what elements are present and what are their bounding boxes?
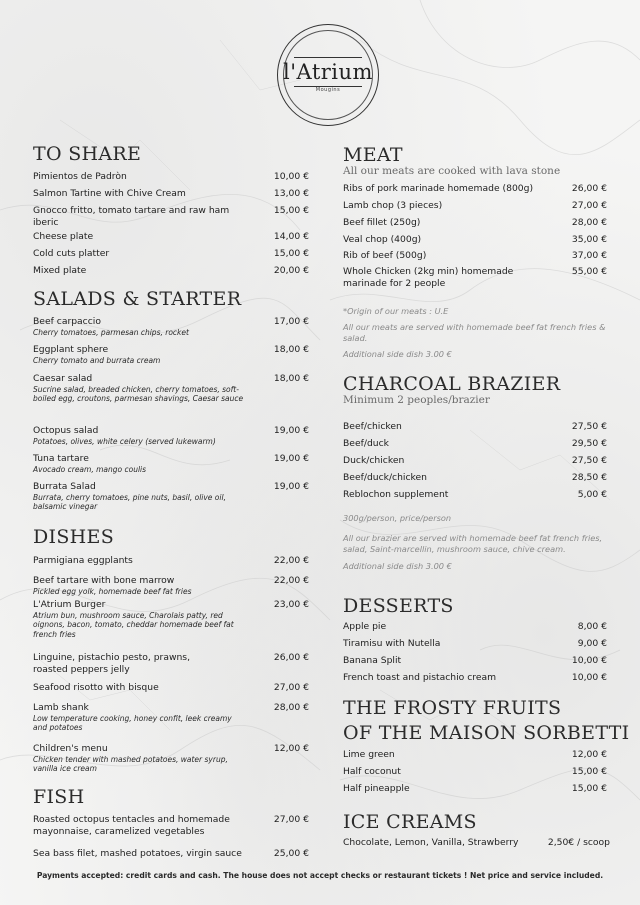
menu-item: Beef/chicken 27,50 €	[343, 421, 607, 432]
section-title-fish: FISH	[33, 786, 85, 808]
section-subtitle-brazier: Minimum 2 peoples/brazier	[343, 394, 490, 406]
menu-item: Cold cuts platter 15,00 €	[33, 248, 309, 259]
menu-item: Ribs of pork marinade homemade (800g) 26,00 €	[343, 183, 607, 194]
section-title-frosty-line1: THE FROSTY FRUITS	[343, 697, 562, 719]
menu-item: Beef carpaccio Cherry tomatoes, parmesan chips, rocket 17,00 €	[33, 316, 309, 337]
section-title-frosty-line2: OF THE MAISON SORBETTI	[343, 722, 630, 744]
logo-subtitle: Mougins	[315, 87, 341, 93]
meat-origin-note: *Origin of our meats : U.E	[343, 306, 449, 316]
menu-item: Seafood risotto with bisque 27,00 €	[33, 682, 309, 693]
menu-item: Duck/chicken 27,50 €	[343, 455, 607, 466]
menu-item: Banana Split 10,00 €	[343, 655, 607, 666]
section-title-brazier: CHARCOAL BRAZIER	[343, 373, 561, 395]
section-title-dishes: DISHES	[33, 526, 115, 548]
menu-item: Veal chop (400g) 35,00 €	[343, 234, 607, 245]
menu-item: Burrata Salad Burrata, cherry tomatoes, pine nuts, basil, olive oil, balsamic vinegar 19,00 €	[33, 481, 309, 511]
section-title-salads: SALADS & STARTER	[33, 288, 242, 310]
menu-item: Octopus salad Potatoes, olives, white celery (served lukewarm) 19,00 €	[33, 425, 309, 446]
menu-item: Eggplant sphere Cherry tomato and burrata cream 18,00 €	[33, 344, 309, 365]
section-title-ice-creams: ICE CREAMS	[343, 811, 477, 833]
section-title-to-share: TO SHARE	[33, 143, 142, 165]
menu-item: Parmigiana eggplants 22,00 €	[33, 555, 309, 566]
restaurant-logo	[277, 24, 379, 126]
menu-item: Children's menu Chicken tender with mashed potatoes, water syrup, vanilla ice cream 12,00 €	[33, 743, 309, 773]
section-title-desserts: DESSERTS	[343, 595, 454, 617]
menu-item: Beef fillet (250g) 28,00 €	[343, 217, 607, 228]
menu-item: Whole Chicken (2kg min) homemade marinade for 2 people 55,00 €	[343, 266, 607, 289]
menu-item: French toast and pistachio cream 10,00 €	[343, 672, 607, 683]
menu-item: Linguine, pistachio pesto, prawns, roasted peppers jelly 26,00 €	[33, 652, 309, 675]
menu-item: Salmon Tartine with Chive Cream 13,00 €	[33, 188, 309, 199]
payment-footer: Payments accepted: credit cards and cash. The house does not accept checks or restaurant tickets ! Net price and service included.	[36, 871, 604, 880]
brazier-served-note: All our brazier are served with homemade beef fat french fries, salad, Saint-marcellin, mushroom sauce, chive cream.	[343, 533, 603, 554]
menu-item: Beef/duck 29,50 €	[343, 438, 607, 449]
meat-side-note: Additional side dish 3.00 €	[343, 349, 452, 359]
menu-item: Lamb shank Low temperature cooking, honey confit, leek creamy and potatoes 28,00 €	[33, 702, 309, 732]
menu-item: Cheese plate 14,00 €	[33, 231, 309, 242]
menu-item: Tiramisu with Nutella 9,00 €	[343, 638, 607, 649]
menu-item: Lamb chop (3 pieces) 27,00 €	[343, 200, 607, 211]
menu-item: Half coconut 15,00 €	[343, 766, 607, 777]
menu-item: Beef/duck/chicken 28,50 €	[343, 472, 607, 483]
brazier-side-note: Additional side dish 3.00 €	[343, 561, 452, 571]
menu-item: Beef tartare with bone marrow Pickled egg yolk, homemade beef fat fries 22,00 €	[33, 575, 309, 596]
menu-item: Gnocco fritto, tomato tartare and raw ham iberic 15,00 €	[33, 205, 309, 228]
menu-item: Sea bass filet, mashed potatoes, virgin sauce 25,00 €	[33, 848, 309, 859]
menu-item: L'Atrium Burger Atrium bun, mushroom sauce, Charolais patty, red oignons, bacon, tomato, cheddar homemade beef fat french fries 23,00 €	[33, 599, 309, 639]
menu-item: Roasted octopus tentacles and homemade mayonnaise, caramelized vegetables 27,00 €	[33, 814, 309, 837]
brazier-portion-note: 300g/person, price/person	[343, 513, 452, 523]
logo-top-rule	[294, 57, 362, 58]
menu-item: Rib of beef (500g) 37,00 €	[343, 250, 607, 261]
menu-item: Chocolate, Lemon, Vanilla, Strawberry 2,50€ / scoop	[343, 837, 610, 848]
menu-item: Mixed plate 20,00 €	[33, 265, 309, 276]
section-subtitle-meat: All our meats are cooked with lava stone	[343, 165, 561, 177]
menu-item: Caesar salad Sucrine salad, breaded chicken, cherry tomatoes, soft-boiled egg, croutons, parmesan shavings, Caesar sauce 18,00 €	[33, 373, 309, 403]
meat-served-note: All our meats are served with homemade beef fat french fries & salad.	[343, 322, 606, 343]
menu-item: Reblochon supplement 5,00 €	[343, 489, 607, 500]
section-title-meat: MEAT	[343, 144, 403, 166]
menu-item: Lime green 12,00 €	[343, 749, 607, 760]
menu-item: Apple pie 8,00 €	[343, 621, 607, 632]
menu-item: Half pineapple 15,00 €	[343, 783, 607, 794]
menu-item: Tuna tartare Avocado cream, mango coulis 19,00 €	[33, 453, 309, 474]
logo-name: l'Atrium	[283, 60, 373, 84]
menu-item: Pimientos de Padròn 10,00 €	[33, 171, 309, 182]
